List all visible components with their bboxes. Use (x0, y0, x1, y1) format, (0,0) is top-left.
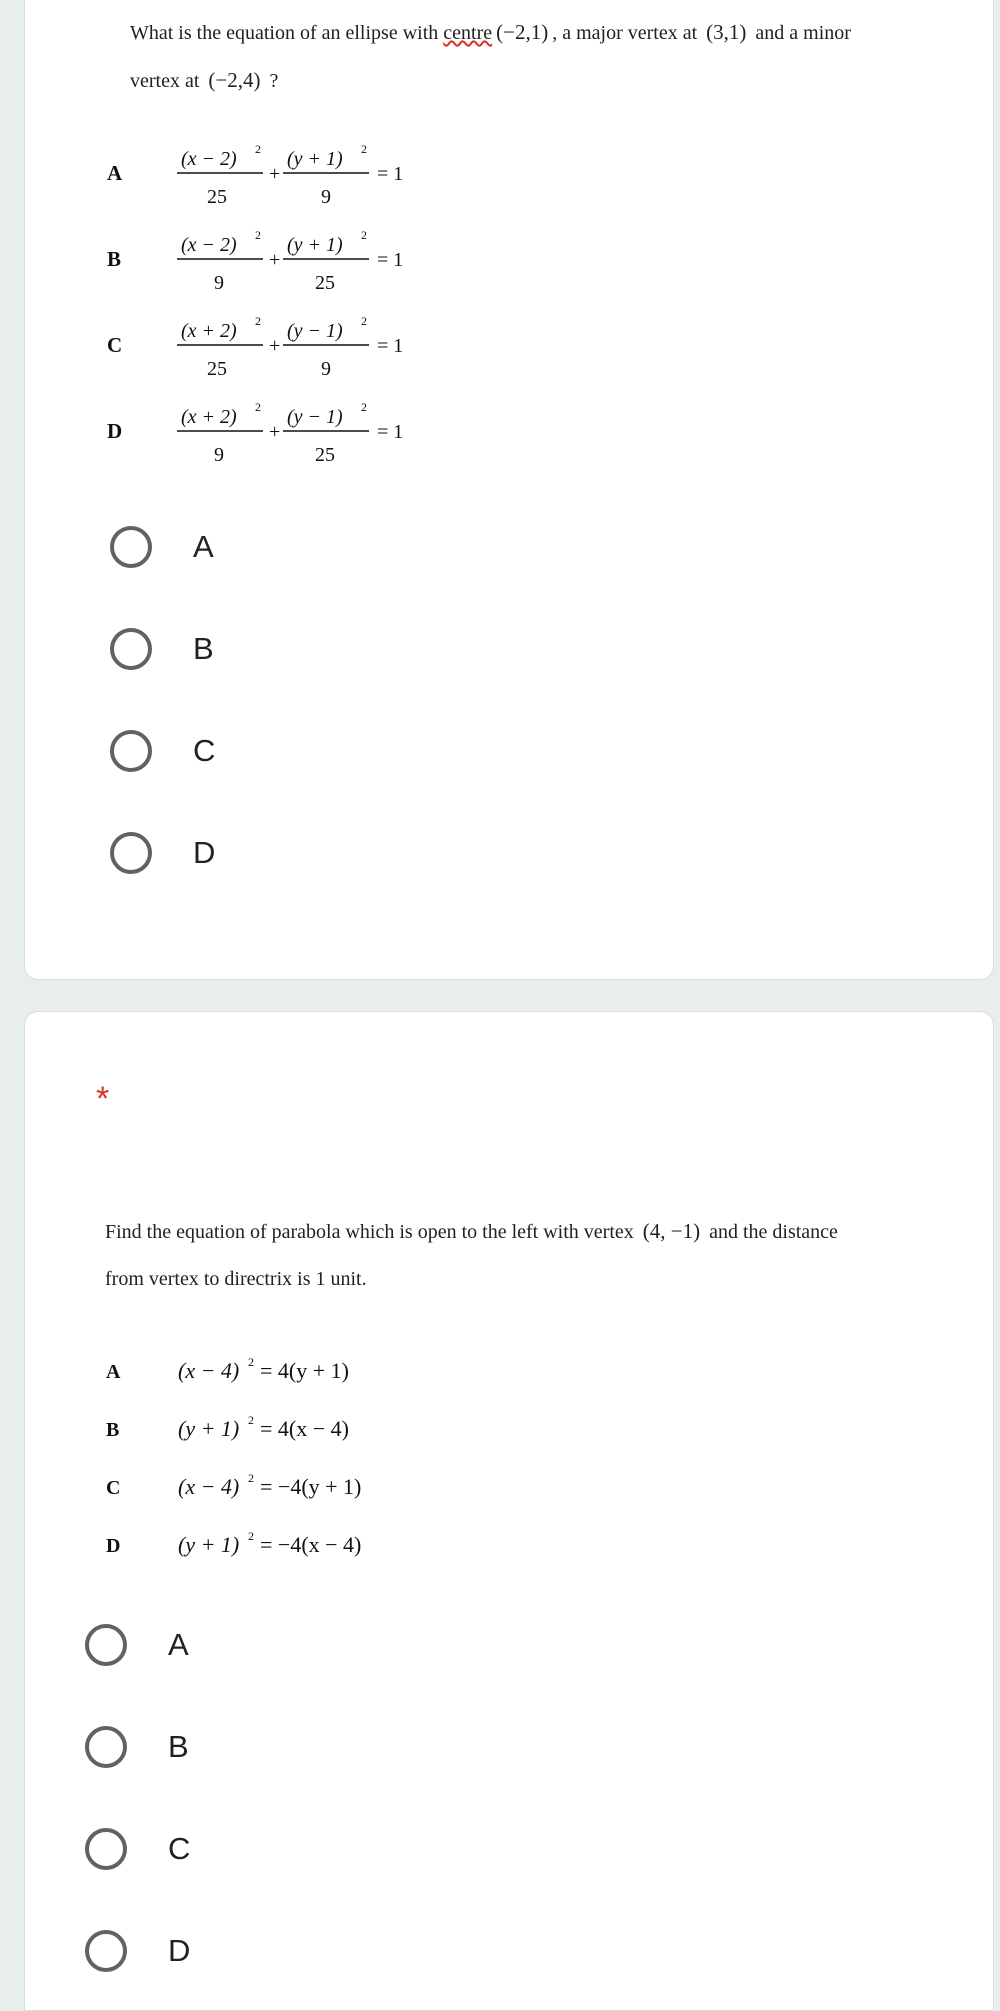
radio-circle-icon[interactable] (110, 628, 152, 670)
q2-choice-d-rhs: = −4(x − 4) (260, 1532, 362, 1557)
question-2-text (105, 1208, 945, 1303)
q2-choice-a (106, 1355, 349, 1383)
svg-text:2: 2 (255, 228, 261, 242)
svg-text:2: 2 (248, 1413, 254, 1427)
q2-option-b[interactable] (82, 1723, 382, 1779)
svg-text:+: + (269, 335, 281, 357)
svg-text:2: 2 (248, 1529, 254, 1543)
q2-choice-b (106, 1413, 349, 1441)
q2-option-c[interactable] (82, 1825, 382, 1881)
q1-option-a-label: A (193, 529, 214, 564)
choice-b-den2: 25 (315, 272, 335, 294)
q1-option-a[interactable] (107, 523, 407, 579)
svg-text:+: + (269, 163, 281, 185)
q1-option-c[interactable] (107, 727, 407, 783)
svg-text:2: 2 (255, 400, 261, 414)
question-1-major-vertex: (3,1) (706, 20, 747, 44)
q2-choice-b-letter: B (106, 1419, 120, 1441)
required-asterisk: * (96, 1080, 110, 1118)
radio-circle-icon[interactable] (110, 526, 152, 568)
choice-a-den1: 25 (207, 186, 227, 208)
choice-a-eq: = 1 (377, 163, 404, 185)
q2-choice-d (106, 1529, 361, 1557)
question-1-choices (25, 129, 465, 509)
choice-b-equation (107, 228, 403, 294)
q2-option-c-label: C (168, 1831, 191, 1866)
q1-option-b-label: B (193, 631, 214, 666)
choice-a-equation (107, 142, 403, 208)
q2-option-a[interactable] (82, 1621, 382, 1677)
choice-c-equation (107, 314, 403, 380)
q2-option-d-label: D (168, 1933, 191, 1968)
question-2-vertex: (4, −1) (642, 1219, 701, 1243)
choice-a-num2: (y + 1) (287, 148, 343, 170)
choice-c-den2: 9 (321, 358, 331, 380)
question-1-text-part3: and a minor (750, 22, 851, 44)
radio-circle-icon[interactable] (85, 1828, 127, 1870)
q1-option-c-label: C (193, 733, 216, 768)
q2-choice-b-rhs: = 4(x − 4) (260, 1416, 349, 1441)
choice-c-letter: C (107, 333, 123, 357)
choice-d-den2: 25 (315, 444, 335, 466)
q2-choice-c-lhs: (x − 4) (178, 1474, 240, 1499)
choice-b-num2: (y + 1) (287, 234, 343, 256)
choice-b-den1: 9 (214, 272, 224, 294)
choice-b-letter: B (107, 247, 122, 271)
svg-text:2: 2 (255, 314, 261, 328)
q2-choice-c-rhs: = −4(y + 1) (260, 1474, 362, 1499)
question-2-line1: Find the equation of parabola which is open to the left with vertex (105, 1221, 639, 1243)
q2-choice-a-rhs: = 4(y + 1) (260, 1358, 349, 1383)
q1-option-d[interactable] (107, 829, 407, 885)
q2-option-a-label: A (168, 1627, 189, 1662)
choice-d-num1: (x + 2) (181, 406, 237, 428)
choice-d-den1: 9 (214, 444, 224, 466)
radio-circle-icon[interactable] (85, 1930, 127, 1972)
choice-d-letter: D (107, 419, 123, 443)
q2-choice-c-letter: C (106, 1477, 121, 1499)
choice-a-num1: (x − 2) (181, 148, 237, 170)
question-1-minor-vertex: (−2,4) (208, 68, 261, 92)
svg-text:2: 2 (361, 142, 367, 156)
q1-option-b[interactable] (107, 625, 407, 681)
q1-option-d-label: D (193, 835, 216, 870)
question-1-centre: (−2,1) (496, 20, 549, 44)
q2-option-d[interactable] (82, 1927, 382, 1983)
svg-text:2: 2 (255, 142, 261, 156)
radio-circle-icon[interactable] (85, 1624, 127, 1666)
question-2-line1-end: and the distance (704, 1221, 838, 1243)
choice-d-num2: (y − 1) (287, 406, 343, 428)
svg-text:2: 2 (248, 1355, 254, 1369)
question-2-line-1 (105, 1208, 945, 1256)
question-2-choices (0, 1340, 460, 1580)
choice-b-eq: = 1 (377, 249, 404, 271)
choice-c-num1: (x + 2) (181, 320, 237, 342)
question-2-line2: from vertex to directrix is 1 unit. (105, 1268, 367, 1290)
q2-choice-a-lhs: (x − 4) (178, 1358, 240, 1383)
q2-choice-c (106, 1471, 361, 1499)
choice-d-eq: = 1 (377, 421, 404, 443)
radio-circle-icon[interactable] (85, 1726, 127, 1768)
choice-d-equation (107, 400, 403, 466)
q2-choice-d-letter: D (106, 1535, 121, 1557)
choice-c-eq: = 1 (377, 335, 404, 357)
question-1-line-1 (130, 9, 970, 57)
svg-text:2: 2 (361, 314, 367, 328)
choice-b-num1: (x − 2) (181, 234, 237, 256)
svg-text:+: + (269, 249, 281, 271)
q2-choice-d-lhs: (y + 1) (178, 1532, 240, 1557)
question-1-line2-start: vertex at (130, 70, 205, 92)
choice-c-den1: 25 (207, 358, 227, 380)
question-1-text-part1: What is the equation of an ellipse with (130, 22, 444, 44)
question-1-underlined-word: centre (443, 22, 493, 44)
choice-a-den2: 9 (321, 186, 331, 208)
question-1-text-part2: , a major vertex at (552, 22, 703, 44)
svg-text:2: 2 (361, 400, 367, 414)
svg-text:+: + (269, 421, 281, 443)
q2-option-b-label: B (168, 1729, 189, 1764)
choice-c-num2: (y − 1) (287, 320, 343, 342)
svg-text:2: 2 (361, 228, 367, 242)
radio-circle-icon[interactable] (110, 730, 152, 772)
choice-a-letter: A (107, 161, 123, 185)
question-1-text (130, 9, 970, 105)
q2-choice-b-lhs: (y + 1) (178, 1416, 240, 1441)
q2-choice-a-letter: A (106, 1361, 121, 1383)
radio-circle-icon[interactable] (110, 832, 152, 874)
question-1-line-2 (130, 57, 970, 105)
question-card-1 (24, 0, 994, 980)
question-1-line2-end: ? (264, 70, 279, 92)
svg-text:2: 2 (248, 1471, 254, 1485)
